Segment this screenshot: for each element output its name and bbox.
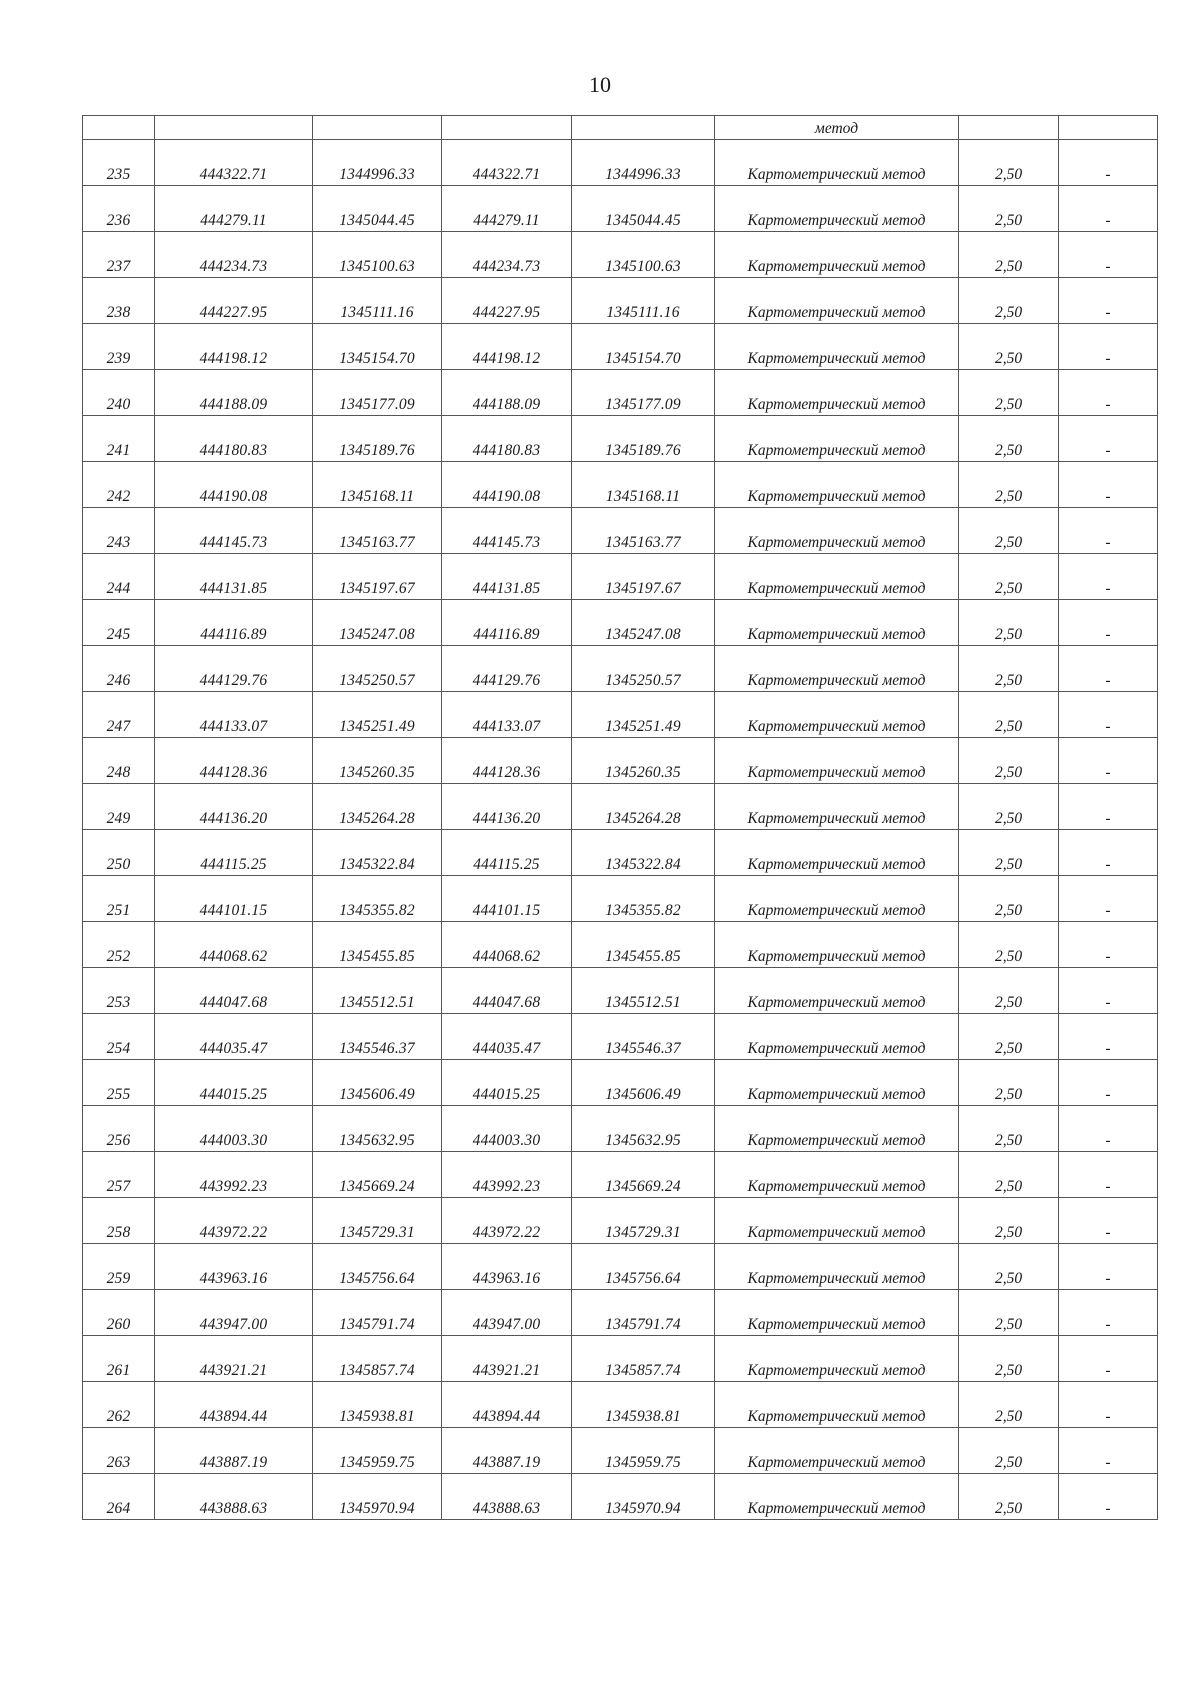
x-coordinate-new: 443947.00 bbox=[442, 1290, 572, 1336]
x-coordinate: 444015.25 bbox=[155, 1060, 313, 1106]
y-coordinate: 1345154.70 bbox=[313, 324, 442, 370]
note-cell: - bbox=[1059, 324, 1158, 370]
note-cell: - bbox=[1059, 1428, 1158, 1474]
point-number: 255 bbox=[83, 1060, 155, 1106]
accuracy-cell: 2,50 bbox=[959, 1474, 1059, 1520]
table-row bbox=[83, 1290, 1158, 1336]
table-row bbox=[83, 370, 1158, 416]
x-coordinate: 443921.21 bbox=[155, 1336, 313, 1382]
x-coordinate: 444180.83 bbox=[155, 416, 313, 462]
table-row bbox=[83, 508, 1158, 554]
x-coordinate-new: 444145.73 bbox=[442, 508, 572, 554]
x-coordinate-new: 443888.63 bbox=[442, 1474, 572, 1520]
x-coordinate-new: 444068.62 bbox=[442, 922, 572, 968]
y-coordinate-new: 1345970.94 bbox=[572, 1474, 715, 1520]
table-row bbox=[83, 186, 1158, 232]
y-coordinate: 1345791.74 bbox=[313, 1290, 442, 1336]
x-coordinate-new: 444136.20 bbox=[442, 784, 572, 830]
x-coordinate: 443972.22 bbox=[155, 1198, 313, 1244]
note-cell: - bbox=[1059, 738, 1158, 784]
y-coordinate: 1345322.84 bbox=[313, 830, 442, 876]
accuracy-cell: 2,50 bbox=[959, 278, 1059, 324]
cell-empty bbox=[442, 116, 572, 140]
point-number: 235 bbox=[83, 140, 155, 186]
method-cell: Картометрический метод bbox=[715, 232, 959, 278]
table-row bbox=[83, 784, 1158, 830]
method-cell: Картометрический метод bbox=[715, 1198, 959, 1244]
note-cell: - bbox=[1059, 232, 1158, 278]
x-coordinate: 444190.08 bbox=[155, 462, 313, 508]
method-cell: Картометрический метод bbox=[715, 692, 959, 738]
note-cell: - bbox=[1059, 692, 1158, 738]
cell-empty bbox=[155, 116, 313, 140]
accuracy-cell: 2,50 bbox=[959, 1198, 1059, 1244]
table-row bbox=[83, 646, 1158, 692]
y-coordinate-new: 1345044.45 bbox=[572, 186, 715, 232]
x-coordinate-new: 443963.16 bbox=[442, 1244, 572, 1290]
coordinates-table bbox=[82, 115, 1158, 1520]
table-row bbox=[83, 1474, 1158, 1520]
note-cell: - bbox=[1059, 968, 1158, 1014]
y-coordinate-new: 1345791.74 bbox=[572, 1290, 715, 1336]
x-coordinate-new: 444133.07 bbox=[442, 692, 572, 738]
y-coordinate: 1345111.16 bbox=[313, 278, 442, 324]
accuracy-cell: 2,50 bbox=[959, 968, 1059, 1014]
x-coordinate: 444198.12 bbox=[155, 324, 313, 370]
accuracy-cell: 2,50 bbox=[959, 1152, 1059, 1198]
point-number: 247 bbox=[83, 692, 155, 738]
note-cell: - bbox=[1059, 1336, 1158, 1382]
y-coordinate-new: 1345197.67 bbox=[572, 554, 715, 600]
method-cell: Картометрический метод bbox=[715, 508, 959, 554]
method-cell: Картометрический метод bbox=[715, 1152, 959, 1198]
point-number: 260 bbox=[83, 1290, 155, 1336]
accuracy-cell: 2,50 bbox=[959, 1244, 1059, 1290]
accuracy-cell: 2,50 bbox=[959, 600, 1059, 646]
x-coordinate: 443992.23 bbox=[155, 1152, 313, 1198]
note-cell: - bbox=[1059, 1474, 1158, 1520]
point-number: 258 bbox=[83, 1198, 155, 1244]
method-cell: Картометрический метод bbox=[715, 968, 959, 1014]
table-row bbox=[83, 1152, 1158, 1198]
y-coordinate: 1345729.31 bbox=[313, 1198, 442, 1244]
point-number: 256 bbox=[83, 1106, 155, 1152]
note-cell: - bbox=[1059, 600, 1158, 646]
note-cell: - bbox=[1059, 646, 1158, 692]
table-row bbox=[83, 968, 1158, 1014]
point-number: 243 bbox=[83, 508, 155, 554]
method-cell: Картометрический метод bbox=[715, 922, 959, 968]
table-row bbox=[83, 1244, 1158, 1290]
x-coordinate: 444101.15 bbox=[155, 876, 313, 922]
x-coordinate: 444128.36 bbox=[155, 738, 313, 784]
table-row bbox=[83, 278, 1158, 324]
x-coordinate-new: 444188.09 bbox=[442, 370, 572, 416]
x-coordinate: 444115.25 bbox=[155, 830, 313, 876]
accuracy-cell: 2,50 bbox=[959, 1382, 1059, 1428]
x-coordinate: 444136.20 bbox=[155, 784, 313, 830]
x-coordinate: 444047.68 bbox=[155, 968, 313, 1014]
point-number: 262 bbox=[83, 1382, 155, 1428]
x-coordinate-new: 443887.19 bbox=[442, 1428, 572, 1474]
x-coordinate: 444322.71 bbox=[155, 140, 313, 186]
accuracy-cell: 2,50 bbox=[959, 462, 1059, 508]
accuracy-cell: 2,50 bbox=[959, 784, 1059, 830]
y-coordinate: 1344996.33 bbox=[313, 140, 442, 186]
y-coordinate-new: 1345189.76 bbox=[572, 416, 715, 462]
accuracy-cell: 2,50 bbox=[959, 1428, 1059, 1474]
y-coordinate: 1345100.63 bbox=[313, 232, 442, 278]
x-coordinate-new: 444129.76 bbox=[442, 646, 572, 692]
point-number: 259 bbox=[83, 1244, 155, 1290]
y-coordinate: 1345168.11 bbox=[313, 462, 442, 508]
x-coordinate: 444279.11 bbox=[155, 186, 313, 232]
accuracy-cell: 2,50 bbox=[959, 508, 1059, 554]
point-number: 246 bbox=[83, 646, 155, 692]
x-coordinate: 444129.76 bbox=[155, 646, 313, 692]
y-coordinate: 1345247.08 bbox=[313, 600, 442, 646]
method-continuation: метод bbox=[715, 116, 959, 140]
accuracy-cell: 2,50 bbox=[959, 1290, 1059, 1336]
table-row bbox=[83, 416, 1158, 462]
y-coordinate-new: 1345355.82 bbox=[572, 876, 715, 922]
x-coordinate-new: 444015.25 bbox=[442, 1060, 572, 1106]
cell-empty bbox=[572, 116, 715, 140]
y-coordinate-new: 1345168.11 bbox=[572, 462, 715, 508]
accuracy-cell: 2,50 bbox=[959, 1060, 1059, 1106]
point-number: 245 bbox=[83, 600, 155, 646]
x-coordinate: 443888.63 bbox=[155, 1474, 313, 1520]
y-coordinate: 1345044.45 bbox=[313, 186, 442, 232]
point-number: 254 bbox=[83, 1014, 155, 1060]
point-number: 238 bbox=[83, 278, 155, 324]
cell-empty bbox=[313, 116, 442, 140]
method-cell: Картометрический метод bbox=[715, 1014, 959, 1060]
table-row bbox=[83, 692, 1158, 738]
y-coordinate: 1345546.37 bbox=[313, 1014, 442, 1060]
note-cell: - bbox=[1059, 922, 1158, 968]
method-cell: Картометрический метод bbox=[715, 1428, 959, 1474]
note-cell: - bbox=[1059, 370, 1158, 416]
point-number: 237 bbox=[83, 232, 155, 278]
method-cell: Картометрический метод bbox=[715, 1336, 959, 1382]
accuracy-cell: 2,50 bbox=[959, 370, 1059, 416]
point-number: 252 bbox=[83, 922, 155, 968]
x-coordinate: 443963.16 bbox=[155, 1244, 313, 1290]
accuracy-cell: 2,50 bbox=[959, 738, 1059, 784]
method-cell: Картометрический метод bbox=[715, 738, 959, 784]
x-coordinate: 443894.44 bbox=[155, 1382, 313, 1428]
y-coordinate: 1345264.28 bbox=[313, 784, 442, 830]
x-coordinate: 443947.00 bbox=[155, 1290, 313, 1336]
table-row bbox=[83, 1428, 1158, 1474]
note-cell: - bbox=[1059, 830, 1158, 876]
table-row bbox=[83, 1106, 1158, 1152]
y-coordinate: 1345606.49 bbox=[313, 1060, 442, 1106]
y-coordinate: 1345177.09 bbox=[313, 370, 442, 416]
x-coordinate-new: 444115.25 bbox=[442, 830, 572, 876]
method-cell: Картометрический метод bbox=[715, 278, 959, 324]
method-cell: Картометрический метод bbox=[715, 554, 959, 600]
accuracy-cell: 2,50 bbox=[959, 416, 1059, 462]
x-coordinate-new: 444227.95 bbox=[442, 278, 572, 324]
y-coordinate-new: 1345163.77 bbox=[572, 508, 715, 554]
x-coordinate-new: 443894.44 bbox=[442, 1382, 572, 1428]
point-number: 249 bbox=[83, 784, 155, 830]
y-coordinate: 1345163.77 bbox=[313, 508, 442, 554]
point-number: 261 bbox=[83, 1336, 155, 1382]
x-coordinate-new: 444234.73 bbox=[442, 232, 572, 278]
point-number: 240 bbox=[83, 370, 155, 416]
y-coordinate-new: 1345100.63 bbox=[572, 232, 715, 278]
page-number: 10 bbox=[589, 72, 611, 97]
accuracy-cell: 2,50 bbox=[959, 186, 1059, 232]
x-coordinate-new: 444035.47 bbox=[442, 1014, 572, 1060]
table-row bbox=[83, 232, 1158, 278]
point-number: 250 bbox=[83, 830, 155, 876]
x-coordinate-new: 444322.71 bbox=[442, 140, 572, 186]
y-coordinate-new: 1345512.51 bbox=[572, 968, 715, 1014]
y-coordinate: 1345857.74 bbox=[313, 1336, 442, 1382]
cell-empty bbox=[83, 116, 155, 140]
x-coordinate-new: 443972.22 bbox=[442, 1198, 572, 1244]
x-coordinate-new: 443921.21 bbox=[442, 1336, 572, 1382]
note-cell: - bbox=[1059, 1060, 1158, 1106]
accuracy-cell: 2,50 bbox=[959, 830, 1059, 876]
y-coordinate-new: 1345455.85 bbox=[572, 922, 715, 968]
note-cell: - bbox=[1059, 508, 1158, 554]
y-coordinate-new: 1345154.70 bbox=[572, 324, 715, 370]
note-cell: - bbox=[1059, 278, 1158, 324]
y-coordinate-new: 1345322.84 bbox=[572, 830, 715, 876]
point-number: 239 bbox=[83, 324, 155, 370]
table-row bbox=[83, 1382, 1158, 1428]
table-row bbox=[83, 140, 1158, 186]
x-coordinate: 444116.89 bbox=[155, 600, 313, 646]
y-coordinate: 1345260.35 bbox=[313, 738, 442, 784]
point-number: 263 bbox=[83, 1428, 155, 1474]
y-coordinate-new: 1345111.16 bbox=[572, 278, 715, 324]
y-coordinate-new: 1345250.57 bbox=[572, 646, 715, 692]
point-number: 244 bbox=[83, 554, 155, 600]
x-coordinate-new: 444279.11 bbox=[442, 186, 572, 232]
note-cell: - bbox=[1059, 462, 1158, 508]
y-coordinate: 1345756.64 bbox=[313, 1244, 442, 1290]
x-coordinate: 444068.62 bbox=[155, 922, 313, 968]
y-coordinate: 1345251.49 bbox=[313, 692, 442, 738]
accuracy-cell: 2,50 bbox=[959, 876, 1059, 922]
method-cell: Картометрический метод bbox=[715, 462, 959, 508]
x-coordinate-new: 444003.30 bbox=[442, 1106, 572, 1152]
accuracy-cell: 2,50 bbox=[959, 140, 1059, 186]
y-coordinate: 1345197.67 bbox=[313, 554, 442, 600]
accuracy-cell: 2,50 bbox=[959, 554, 1059, 600]
table-row bbox=[83, 830, 1158, 876]
point-number: 253 bbox=[83, 968, 155, 1014]
table-row bbox=[83, 1198, 1158, 1244]
x-coordinate: 444003.30 bbox=[155, 1106, 313, 1152]
x-coordinate: 444227.95 bbox=[155, 278, 313, 324]
method-cell: Картометрический метод bbox=[715, 600, 959, 646]
y-coordinate-new: 1345669.24 bbox=[572, 1152, 715, 1198]
point-number: 257 bbox=[83, 1152, 155, 1198]
y-coordinate: 1345355.82 bbox=[313, 876, 442, 922]
accuracy-cell: 2,50 bbox=[959, 232, 1059, 278]
x-coordinate-new: 444101.15 bbox=[442, 876, 572, 922]
accuracy-cell: 2,50 bbox=[959, 1336, 1059, 1382]
table-row bbox=[83, 1014, 1158, 1060]
accuracy-cell: 2,50 bbox=[959, 324, 1059, 370]
method-cell: Картометрический метод bbox=[715, 1060, 959, 1106]
y-coordinate-new: 1345606.49 bbox=[572, 1060, 715, 1106]
method-cell: Картометрический метод bbox=[715, 646, 959, 692]
note-cell: - bbox=[1059, 1106, 1158, 1152]
y-coordinate: 1345455.85 bbox=[313, 922, 442, 968]
table-row bbox=[83, 462, 1158, 508]
point-number: 251 bbox=[83, 876, 155, 922]
point-number: 236 bbox=[83, 186, 155, 232]
x-coordinate-new: 444190.08 bbox=[442, 462, 572, 508]
y-coordinate-new: 1345632.95 bbox=[572, 1106, 715, 1152]
x-coordinate: 444145.73 bbox=[155, 508, 313, 554]
y-coordinate: 1345189.76 bbox=[313, 416, 442, 462]
method-cell: Картометрический метод bbox=[715, 830, 959, 876]
y-coordinate-new: 1345264.28 bbox=[572, 784, 715, 830]
note-cell: - bbox=[1059, 1382, 1158, 1428]
x-coordinate-new: 444047.68 bbox=[442, 968, 572, 1014]
x-coordinate-new: 444180.83 bbox=[442, 416, 572, 462]
y-coordinate-new: 1345959.75 bbox=[572, 1428, 715, 1474]
y-coordinate-new: 1345251.49 bbox=[572, 692, 715, 738]
point-number: 248 bbox=[83, 738, 155, 784]
cell-empty bbox=[1059, 116, 1158, 140]
note-cell: - bbox=[1059, 186, 1158, 232]
table-row bbox=[83, 600, 1158, 646]
y-coordinate: 1345959.75 bbox=[313, 1428, 442, 1474]
table-row bbox=[83, 554, 1158, 600]
note-cell: - bbox=[1059, 784, 1158, 830]
note-cell: - bbox=[1059, 1014, 1158, 1060]
x-coordinate-new: 444128.36 bbox=[442, 738, 572, 784]
method-cell: Картометрический метод bbox=[715, 416, 959, 462]
y-coordinate-new: 1345756.64 bbox=[572, 1244, 715, 1290]
accuracy-cell: 2,50 bbox=[959, 1106, 1059, 1152]
point-number: 264 bbox=[83, 1474, 155, 1520]
x-coordinate-new: 444131.85 bbox=[442, 554, 572, 600]
method-cell: Картометрический метод bbox=[715, 370, 959, 416]
y-coordinate: 1345250.57 bbox=[313, 646, 442, 692]
y-coordinate: 1345669.24 bbox=[313, 1152, 442, 1198]
method-cell: Картометрический метод bbox=[715, 784, 959, 830]
y-coordinate: 1345970.94 bbox=[313, 1474, 442, 1520]
x-coordinate-new: 443992.23 bbox=[442, 1152, 572, 1198]
note-cell: - bbox=[1059, 554, 1158, 600]
table-row bbox=[83, 1060, 1158, 1106]
note-cell: - bbox=[1059, 140, 1158, 186]
note-cell: - bbox=[1059, 1152, 1158, 1198]
method-cell: Картометрический метод bbox=[715, 186, 959, 232]
continuation-row bbox=[83, 116, 1158, 140]
method-cell: Картометрический метод bbox=[715, 1290, 959, 1336]
method-cell: Картометрический метод bbox=[715, 1474, 959, 1520]
point-number: 241 bbox=[83, 416, 155, 462]
note-cell: - bbox=[1059, 416, 1158, 462]
x-coordinate: 444133.07 bbox=[155, 692, 313, 738]
y-coordinate: 1345938.81 bbox=[313, 1382, 442, 1428]
x-coordinate: 444234.73 bbox=[155, 232, 313, 278]
y-coordinate-new: 1344996.33 bbox=[572, 140, 715, 186]
note-cell: - bbox=[1059, 1198, 1158, 1244]
method-cell: Картометрический метод bbox=[715, 140, 959, 186]
cell-empty bbox=[959, 116, 1059, 140]
table-row bbox=[83, 1336, 1158, 1382]
method-cell: Картометрический метод bbox=[715, 1244, 959, 1290]
x-coordinate-new: 444116.89 bbox=[442, 600, 572, 646]
method-cell: Картометрический метод bbox=[715, 1106, 959, 1152]
y-coordinate-new: 1345729.31 bbox=[572, 1198, 715, 1244]
note-cell: - bbox=[1059, 1244, 1158, 1290]
y-coordinate-new: 1345260.35 bbox=[572, 738, 715, 784]
method-cell: Картометрический метод bbox=[715, 1382, 959, 1428]
table-row bbox=[83, 324, 1158, 370]
table-row bbox=[83, 876, 1158, 922]
x-coordinate: 444035.47 bbox=[155, 1014, 313, 1060]
method-cell: Картометрический метод bbox=[715, 324, 959, 370]
y-coordinate-new: 1345247.08 bbox=[572, 600, 715, 646]
y-coordinate: 1345632.95 bbox=[313, 1106, 442, 1152]
y-coordinate-new: 1345546.37 bbox=[572, 1014, 715, 1060]
note-cell: - bbox=[1059, 876, 1158, 922]
point-number: 242 bbox=[83, 462, 155, 508]
x-coordinate: 443887.19 bbox=[155, 1428, 313, 1474]
y-coordinate-new: 1345857.74 bbox=[572, 1336, 715, 1382]
y-coordinate-new: 1345177.09 bbox=[572, 370, 715, 416]
y-coordinate-new: 1345938.81 bbox=[572, 1382, 715, 1428]
x-coordinate: 444131.85 bbox=[155, 554, 313, 600]
accuracy-cell: 2,50 bbox=[959, 692, 1059, 738]
table-row bbox=[83, 738, 1158, 784]
note-cell: - bbox=[1059, 1290, 1158, 1336]
y-coordinate: 1345512.51 bbox=[313, 968, 442, 1014]
accuracy-cell: 2,50 bbox=[959, 922, 1059, 968]
method-cell: Картометрический метод bbox=[715, 876, 959, 922]
x-coordinate: 444188.09 bbox=[155, 370, 313, 416]
table-row bbox=[83, 922, 1158, 968]
accuracy-cell: 2,50 bbox=[959, 1014, 1059, 1060]
x-coordinate-new: 444198.12 bbox=[442, 324, 572, 370]
accuracy-cell: 2,50 bbox=[959, 646, 1059, 692]
